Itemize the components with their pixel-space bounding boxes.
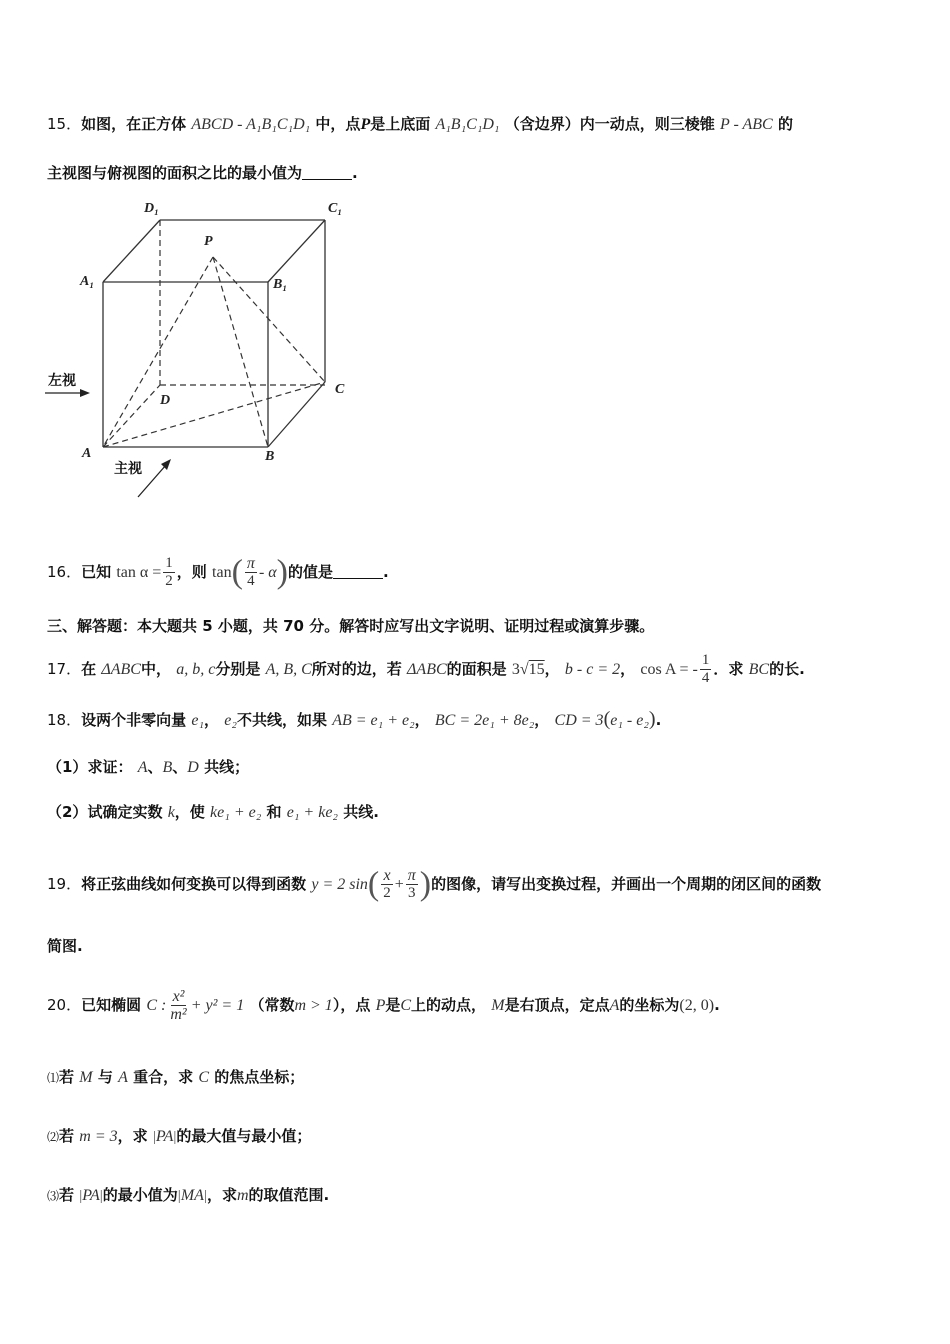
- label-P: P: [204, 234, 213, 249]
- q19-line2: 简图.: [47, 937, 83, 955]
- answer-blank: [302, 165, 352, 180]
- label-B1: B₁: [273, 277, 288, 292]
- pyramid-name: P - ABC: [719, 116, 773, 133]
- q15-number: 15．: [47, 115, 82, 133]
- q18-part1: （1）求证： A、B、D 共线；: [47, 758, 250, 776]
- label-A1: A₁: [80, 274, 95, 289]
- area-value: 3√15: [511, 661, 545, 678]
- label-D: D: [160, 393, 171, 408]
- left-view-label: 左视: [48, 373, 76, 389]
- q15-line1: 15．如图，在正方体 ABCD - A₁B₁C₁D₁ 中，点P是上底面 A₁B₁C₁D₁ （含边界）内一动点，则三棱锥 P - ABC 的: [47, 115, 793, 133]
- cube-name: ABCD - A₁B₁C₁D₁: [191, 116, 311, 133]
- q17-line: 17．在 ΔABC中， a, b, c分别是 A, B, C所对的边，若 ΔABC的面积是 3√15， b - c = 2， cos A = - $\frac{1}{4}$ ．求 BC的长.: [47, 652, 805, 686]
- fraction-pi-3: $\frac{\pi}{3}$: [407, 867, 416, 901]
- q16-line: 16．已知 tan α = $\frac{1}{2}$ ，则 tan( $\frac{\pi}{4}$ - α)的值是 .: [47, 553, 389, 591]
- cube-figure: [40, 195, 360, 505]
- label-A: A: [82, 446, 92, 461]
- fraction-one-half: $\frac{1}{2}$: [165, 555, 173, 589]
- q18-part2: （2）试确定实数 k，使 ke₁ + e₂ 和 e₁ + ke₂ 共线.: [47, 803, 379, 821]
- top-face: A₁B₁C₁D₁: [435, 116, 500, 133]
- fraction-one-quarter: $\frac{1}{4}$: [701, 652, 710, 686]
- q18-line: 18．设两个非零向量 e₁， e₂不共线，如果 AB = e₁ + e₂， BC = 2e₁ + 8e₂， CD = 3(e₁ - e₂).: [47, 708, 662, 730]
- q20-line: 20．已知椭圆 C : $\frac{\text{x²}}{\text{m²}}$ + y² = 1 （常数m > 1），点 P是C上的动点， M是右顶点，定点A的坐标为(2, 0).: [47, 988, 720, 1023]
- fraction-x-2: $\frac{x}{2}$: [383, 867, 391, 901]
- section-heading: 三、解答题：本大题共 5 小题，共 70 分。解答时应写出文字说明、证明过程或演算步骤。: [47, 617, 655, 635]
- fraction-x2-m2: $\frac{\text{x²}}{\text{m²}}$: [170, 988, 187, 1023]
- q20-part1: ⑴若 M 与 A 重合，求 C 的焦点坐标；: [47, 1068, 305, 1086]
- label-B: B: [265, 449, 275, 464]
- left-view-arrow-icon: [80, 389, 90, 397]
- q19-line1: 19．将正弦曲线如何变换可以得到函数 y = 2 sin( $\frac{x}{2}$ + $\frac{\pi}{3}$ )的图像，请写出变换过程，并画出一个周期的闭区间的函数: [47, 865, 822, 903]
- label-D1: D₁: [144, 201, 159, 216]
- q20-part2: ⑵若 m = 3，求 |PA|的最大值与最小值；: [47, 1127, 312, 1145]
- fraction-pi-4: $\frac{\pi}{4}$: [246, 555, 255, 589]
- label-C: C: [335, 382, 345, 397]
- q15-line2: 主视图与俯视图的面积之比的最小值为 .: [47, 164, 358, 182]
- tan-alpha: tan α =: [116, 564, 162, 581]
- label-C1: C₁: [328, 201, 343, 216]
- q20-part3: ⑶若 |PA|的最小值为|MA|，求m的取值范围.: [47, 1186, 330, 1204]
- answer-blank: [333, 564, 383, 579]
- front-view-label: 主视: [114, 461, 142, 477]
